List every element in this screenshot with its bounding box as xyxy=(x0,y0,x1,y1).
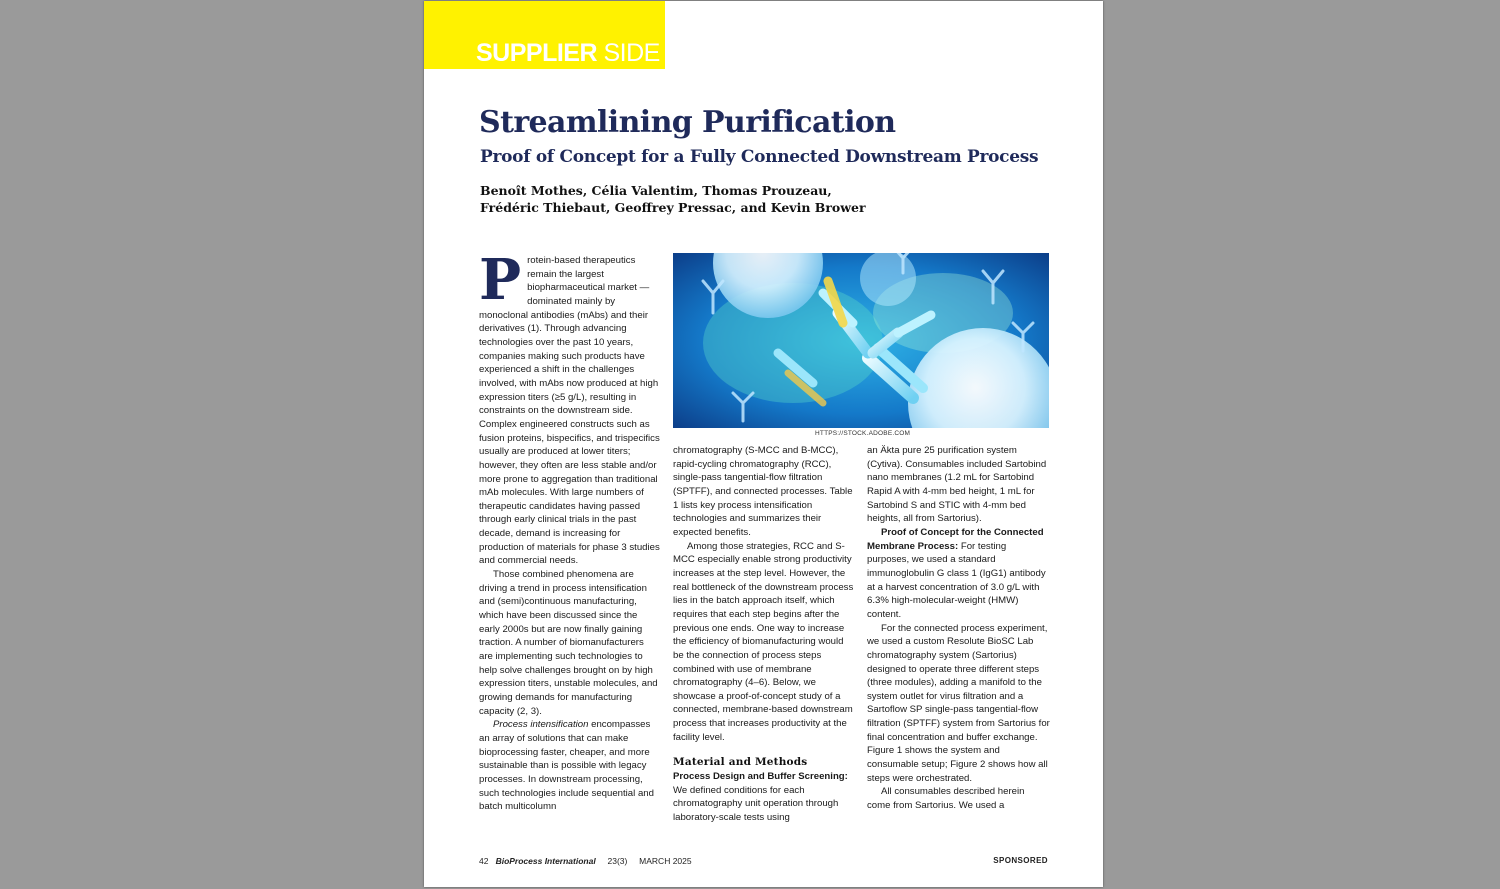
issue-number: 23(3) xyxy=(607,856,628,866)
page-number: 42 xyxy=(479,856,489,866)
drop-cap: P xyxy=(479,247,522,313)
author-list xyxy=(480,182,866,216)
article-page xyxy=(424,1,1103,887)
article-title: Streamlining Purification xyxy=(479,105,896,140)
issue-date: MARCH 2025 xyxy=(639,856,692,866)
antibody-illustration xyxy=(673,253,1049,428)
text-column-1 xyxy=(479,247,660,814)
author-line-1: Benoît Mothes, Célia Valentim, Thomas Prouzeau, xyxy=(480,183,832,198)
paragraph: For the connected process experiment, we used a custom Resolute BioSC Lab chromatography system (Sartorius) designed to operate three different steps (three modules), adding a manifold to the system outlet for virus filtration and a Sartoflow SP single-pass tangential-flow filtration (SPTFF) system from Sartorius for final concentration and buffer exchange. Figure 1 shows the system and consumable setup; Figure 2 shows how all steps were orchestrated. xyxy=(867,622,1050,784)
paragraph: All consumables described herein come from Sartorius. We used a xyxy=(867,786,1025,812)
author-line-2: Frédéric Thiebaut, Geoffrey Pressac, and Kevin Brower xyxy=(480,200,866,215)
photo-credit: HTTPS://STOCK.ADOBE.COM xyxy=(815,430,911,437)
journal-name: BioProcess International xyxy=(495,856,596,866)
paragraph: Those combined phenomena are driving a trend in process intensification and (semi)continuous manufacturing, which have been discussed since the early 2000s but are now finally gaining traction. A number of biomanufacturers are implementing such technologies to help solve challenges brought on by high expression titers, unstable molecules, and growing demands for manufacturing capacity (2, 3). xyxy=(479,569,658,717)
text-column-3 xyxy=(867,444,1050,813)
paragraph: an Äkta pure 25 purification system (Cytiva). Consumables included Sartobind nano membranes (1.2 mL for Sartobind Rapid A with 4-mm bed height, 1 mL for Sartobind S and STIC with 4-mm bed heights, all from Sartorius). xyxy=(867,445,1047,525)
paragraph: Process Design and Buffer Screening: We defined conditions for each chromatography unit operation through laboratory-scale tests using xyxy=(673,771,848,824)
paragraph: Among those strategies, RCC and S-MCC especially enable strong productivity increases at the step level. However, the real bottleneck of the downstream process lies in the batch approach itself, which requires that each step begins after the previous one ends. One way to increase the efficiency of biomanufacturing would be the connection of process steps combined with use of membrane chromatography (4–6). Below, we showcase a proof-of-concept study of a connected, membrane-based downstream process that increases productivity at the facility level. xyxy=(673,540,854,743)
paragraph: Process intensification encompasses an array of solutions that can make bioprocessing faster, cheaper, and more sustainable than is possible with legacy processes. In downstream processing, such technologies include sequential and batch multicolumn xyxy=(479,719,654,813)
section-heading: Material and Methods xyxy=(673,756,808,769)
paragraph: chromatography (S-MCC and B-MCC), rapid-cycling chromatography (RCC), single-pass tangential-flow filtration (SPTFF), and connected processes. Table 1 lists key process intensification technologies and summarizes their expected benefits. xyxy=(673,445,853,538)
page-footer xyxy=(479,856,692,866)
article-subtitle: Proof of Concept for a Fully Connected Downstream Process xyxy=(480,147,1039,167)
section-banner xyxy=(424,1,665,69)
banner-label: SUPPLIER SIDE xyxy=(476,39,660,67)
sponsored-label: SPONSORED xyxy=(993,856,1048,865)
paragraph: rotein-based therapeutics remain the largest biopharmaceutical market — dominated mainly by monoclonal antibodies (mAbs) and their derivatives (1). Through advancing technologies over the past 10 years, companies making such products have experienced a shift in the challenges involved, with mAbs now produced at high expression titers (≥5 g/L), resulting in constraints on the downstream side. Complex engineered constructs such as fusion proteins, bispecifics, and trispecifics usually are produced at lower titers; however, they often are less stable and/or more prone to aggregation than traditional mAb molecules. With large numbers of therapeutic candidates having passed through early clinical trials in the past decade, demand is increasing for production of materials for phase 3 studies and commercial needs. xyxy=(479,255,660,567)
text-column-2 xyxy=(673,444,856,825)
paragraph: Proof of Concept for the Connected Membrane Process: For testing purposes, we used a standard immunoglobulin G class 1 (IgG1) antibody at a harvest concentration of 3.0 g/L with 6.3% high-molecular-weight (HMW) content. xyxy=(867,526,1046,620)
